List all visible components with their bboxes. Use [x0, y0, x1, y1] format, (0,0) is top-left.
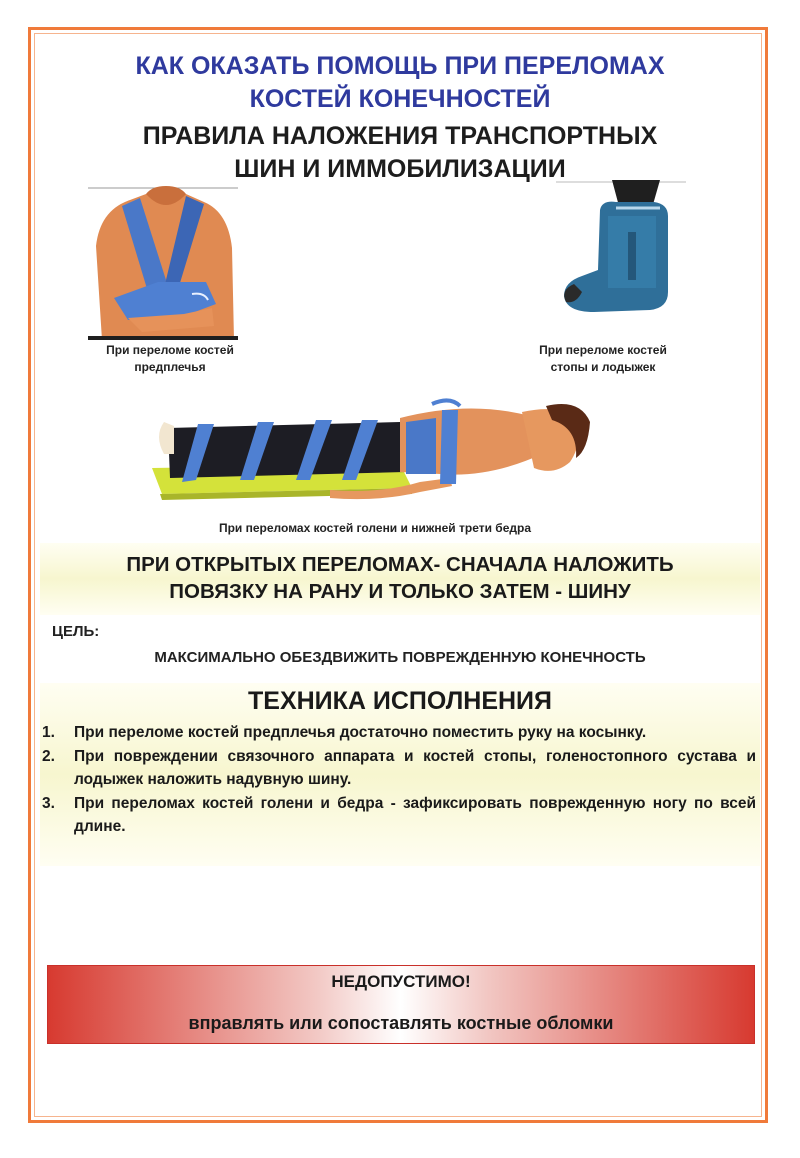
technique-item-number: 3. — [42, 794, 55, 812]
open-fracture-line2: ПОВЯЗКУ НА РАНУ И ТОЛЬКО ЗАТЕМ - ШИНУ — [169, 580, 631, 603]
technique-item-number: 1. — [42, 724, 55, 741]
poster-subtitle-line1: ПРАВИЛА НАЛОЖЕНИЯ ТРАНСПОРТНЫХ — [142, 122, 658, 150]
open-fracture-notice — [40, 543, 760, 615]
poster-title-line2: КОСТЕЙ КОНЕЧНОСТЕЙ — [249, 85, 551, 113]
caption-shin-thigh-line1: При переломах костей голени и нижней трети бедра — [218, 521, 532, 535]
caption-foot-line1: При переломе костей — [539, 343, 667, 357]
technique-item-text: При повреждении связочного аппарата и костей стопы, голеностопного сустава и лодыжек наложить надувную шину. — [74, 747, 756, 788]
technique-item — [40, 745, 756, 792]
arm-sling-illustration — [88, 186, 238, 340]
poster-title — [40, 50, 760, 116]
technique-item — [40, 721, 756, 745]
caption-shin-thigh — [150, 520, 600, 537]
caption-forearm — [70, 342, 270, 376]
caption-foot-line2: стопы и лодыжек — [550, 360, 656, 374]
warning-box — [47, 965, 755, 1044]
open-fracture-line1: ПРИ ОТКРЫТЫХ ПЕРЕЛОМАХ- СНАЧАЛА НАЛОЖИТЬ — [126, 553, 674, 576]
inflatable-foot-splint-illustration — [556, 180, 686, 316]
poster-subtitle — [40, 120, 760, 186]
poster-title-line1: КАК ОКАЗАТЬ ПОМОЩЬ ПРИ ПЕРЕЛОМАХ — [135, 52, 665, 80]
caption-foot — [503, 342, 703, 376]
poster-subtitle-line2: ШИН И ИММОБИЛИЗАЦИИ — [234, 155, 566, 183]
technique-item-text: При переломах костей голени и бедра - зафиксировать поврежденную ногу по всей длине. — [74, 794, 756, 835]
goal-text: МАКСИМАЛЬНО ОБЕЗДВИЖИТЬ ПОВРЕЖДЕННУЮ КОНЕЧНОСТЬ — [154, 649, 646, 666]
technique-item — [40, 792, 756, 839]
technique-item-number: 2. — [42, 747, 55, 765]
warning-text: вправлять или сопоставлять костные обломки — [188, 1013, 614, 1033]
leg-splint-lying-person-illustration — [150, 398, 600, 514]
caption-forearm-line2: предплечья — [134, 360, 206, 374]
technique-title: ТЕХНИКА ИСПОЛНЕНИЯ — [248, 687, 552, 715]
warning-title: НЕДОПУСТИМО! — [331, 972, 471, 991]
technique-item-text: При переломе костей предплечья достаточно поместить руку на косынку. — [74, 724, 647, 741]
goal-label: ЦЕЛЬ: — [52, 623, 100, 640]
technique-section — [40, 683, 760, 866]
technique-list — [40, 721, 756, 839]
caption-forearm-line1: При переломе костей — [106, 343, 234, 357]
